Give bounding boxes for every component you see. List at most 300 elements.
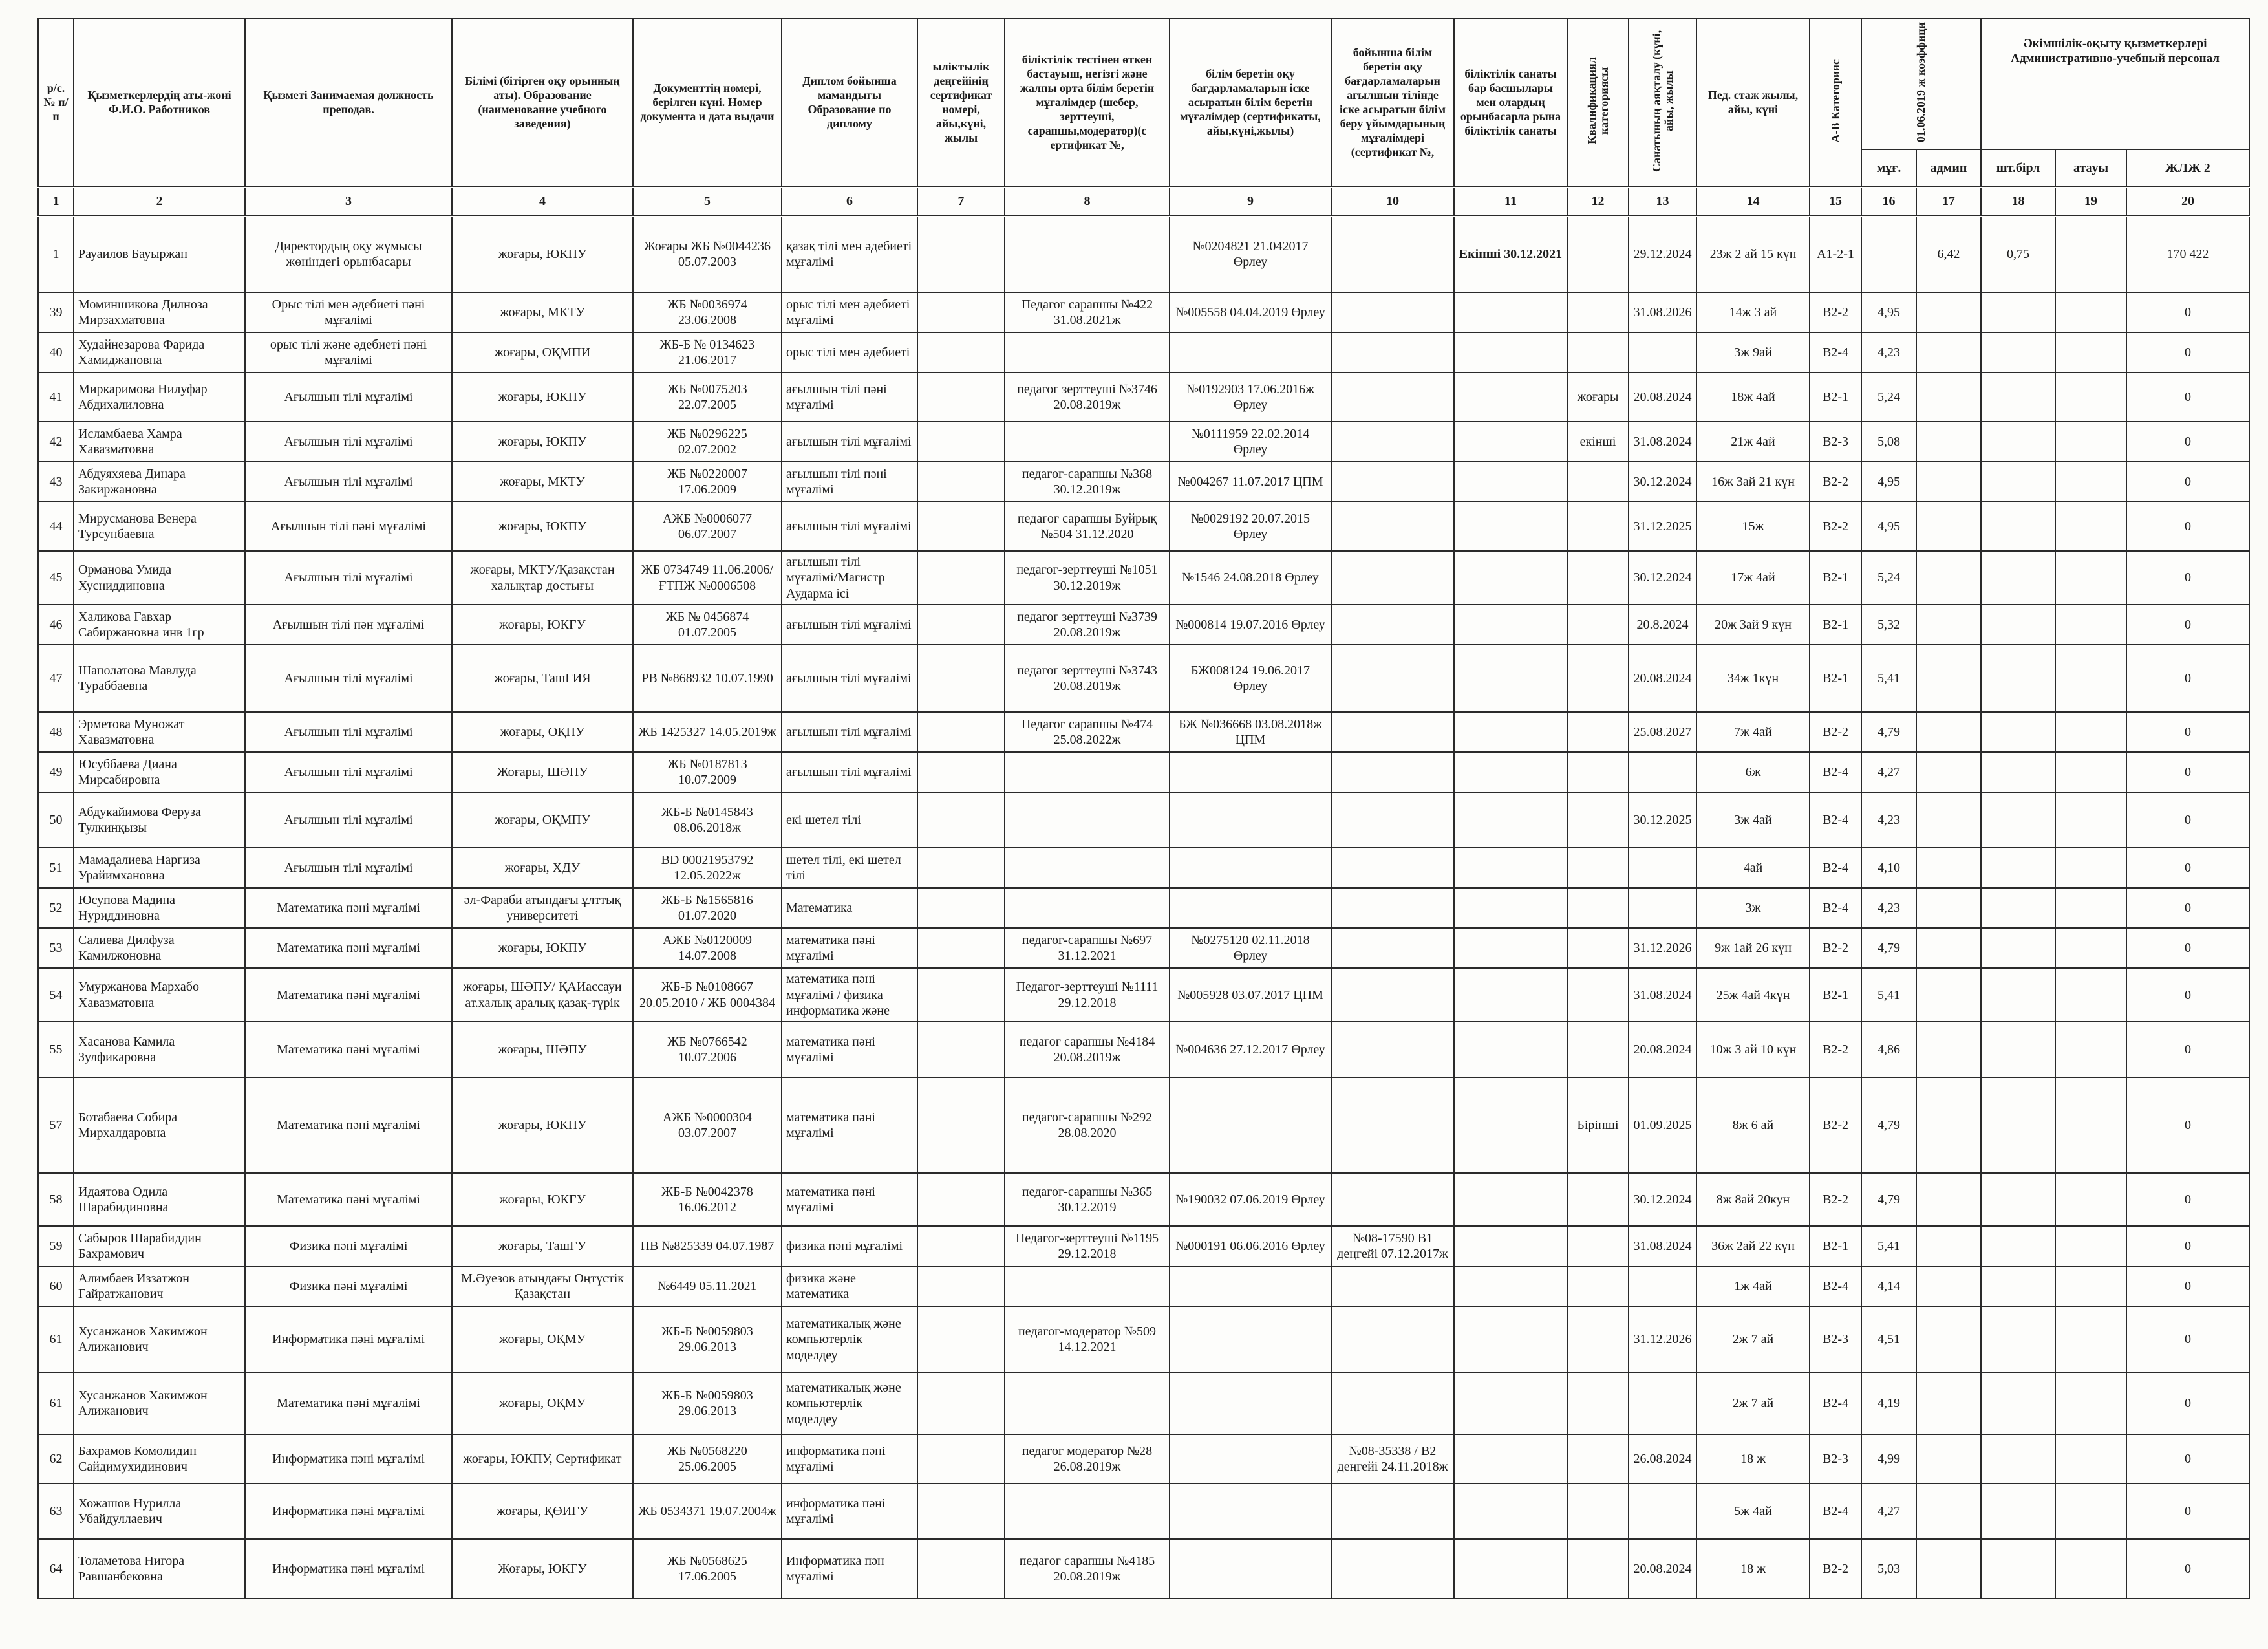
table-row [38, 216, 2249, 292]
cell-c7 [917, 422, 1005, 462]
cell-c17 [1916, 1022, 1981, 1077]
cell-c19 [2055, 712, 2126, 752]
table-row [38, 1022, 2249, 1077]
cell-c20: 0 [2126, 645, 2249, 712]
cell-c1: 62 [38, 1434, 74, 1483]
cell-c4: жоғары, МКТУ [452, 292, 633, 332]
table-row [38, 502, 2249, 551]
cell-c15: В2-3 [1810, 1306, 1861, 1372]
cell-c6: ағылшын тілі мұғалімі/Магистр Аударма ісі [782, 551, 917, 605]
cell-c16: 4,95 [1861, 292, 1916, 332]
cell-c20: 0 [2126, 1539, 2249, 1599]
cell-c17 [1916, 792, 1981, 848]
cell-c14: 36ж 2ай 22 күн [1696, 1226, 1810, 1266]
cell-c19 [2055, 1173, 2126, 1226]
cell-c9 [1170, 1266, 1331, 1306]
cell-c3: Ағылшын тілі пәні мұғалімі [245, 502, 452, 551]
cell-c8 [1005, 888, 1170, 928]
cell-c6: ағылшын тілі мұғалімі [782, 422, 917, 462]
cell-c16: 5,41 [1861, 645, 1916, 712]
cell-c5: ЖБ №0296225 02.07.2002 [633, 422, 782, 462]
column-number: 9 [1170, 187, 1331, 216]
cell-c19 [2055, 1483, 2126, 1539]
cell-c6: физика және математика [782, 1266, 917, 1306]
cell-c4: жоғары, ШӘПУ [452, 1022, 633, 1077]
cell-c5: ЖБ №0766542 10.07.2006 [633, 1022, 782, 1077]
cell-c9 [1170, 1372, 1331, 1434]
cell-c9: №005558 04.04.2019 Өрлеу [1170, 292, 1331, 332]
cell-c1: 42 [38, 422, 74, 462]
cell-c13: 30.12.2025 [1629, 792, 1696, 848]
cell-c7 [917, 1372, 1005, 1434]
table-row [38, 332, 2249, 372]
column-number: 14 [1696, 187, 1810, 216]
cell-c13: 20.08.2024 [1629, 645, 1696, 712]
cell-c2: Юсуббаева Диана Мирсабировна [74, 752, 245, 792]
column-number-row [38, 187, 2249, 216]
cell-c5: ЖБ-Б №0145843 08.06.2018ж [633, 792, 782, 848]
cell-c2: Салиева Дилфуза Камилжоновна [74, 928, 245, 968]
column-number: 19 [2055, 187, 2126, 216]
cell-c12 [1567, 551, 1629, 605]
cell-c7 [917, 216, 1005, 292]
cell-c17 [1916, 372, 1981, 422]
cell-c5: №6449 05.11.2021 [633, 1266, 782, 1306]
cell-c15: В2-3 [1810, 422, 1861, 462]
cell-c13: 31.12.2026 [1629, 1306, 1696, 1372]
cell-c14: 2ж 7 ай [1696, 1306, 1810, 1372]
cell-c11 [1454, 1173, 1567, 1226]
cell-c7 [917, 752, 1005, 792]
cell-c12 [1567, 605, 1629, 645]
cell-c2: Исламбаева Хамра Хавазматовна [74, 422, 245, 462]
cell-c2: Моминшикова Дилноза Мирзахматовна [74, 292, 245, 332]
cell-c16: 4,99 [1861, 1434, 1916, 1483]
cell-c19 [2055, 1266, 2126, 1306]
cell-c12 [1567, 888, 1629, 928]
table-row [38, 1226, 2249, 1266]
cell-c4: жоғары, МКТУ [452, 462, 633, 502]
cell-c11 [1454, 712, 1567, 752]
cell-c10 [1331, 968, 1454, 1022]
cell-c13: 20.08.2024 [1629, 1539, 1696, 1599]
cell-c9: №0275120 02.11.2018 Өрлеу [1170, 928, 1331, 968]
cell-c10 [1331, 928, 1454, 968]
cell-c9 [1170, 1434, 1331, 1483]
cell-c8: педагог зерттеуші №3743 20.08.2019ж [1005, 645, 1170, 712]
cell-c10 [1331, 502, 1454, 551]
cell-c10 [1331, 1173, 1454, 1226]
cell-c13: 31.08.2024 [1629, 422, 1696, 462]
cell-c11 [1454, 752, 1567, 792]
cell-c15: В2-4 [1810, 1372, 1861, 1434]
cell-c19 [2055, 1539, 2126, 1599]
cell-c5: ЖБ-Б №1565816 01.07.2020 [633, 888, 782, 928]
header-row-main [38, 19, 2249, 149]
cell-c10 [1331, 1539, 1454, 1599]
cell-c3: Ағылшын тілі мұғалімі [245, 752, 452, 792]
cell-c15: В2-1 [1810, 605, 1861, 645]
cell-c6: ағылшын тілі мұғалімі [782, 752, 917, 792]
cell-c15: В2-4 [1810, 332, 1861, 372]
cell-c15: В2-2 [1810, 712, 1861, 752]
cell-c16: 4,27 [1861, 1483, 1916, 1539]
cell-c13: 20.08.2024 [1629, 372, 1696, 422]
cell-c5: ЖБ №0075203 22.07.2005 [633, 372, 782, 422]
cell-c13 [1629, 1266, 1696, 1306]
cell-c14: 23ж 2 ай 15 күн [1696, 216, 1810, 292]
cell-c16: 4,19 [1861, 1372, 1916, 1434]
cell-c10 [1331, 551, 1454, 605]
cell-c7 [917, 1434, 1005, 1483]
col-header-level-certificate: ыліктылік деңгейінің сертификат номері, айы,күні, жылы [917, 19, 1005, 187]
cell-c12 [1567, 1539, 1629, 1599]
col-header-english-program-cert: бойынша білім беретін оқу бағдарламаларын ағылшын тілінде іске асыратын білім беру ұйымдарының мұғалімдері (сертификат №, [1331, 19, 1454, 187]
table-row [38, 752, 2249, 792]
cell-c2: Юсупова Мадина Нуриддиновна [74, 888, 245, 928]
cell-c20: 0 [2126, 1226, 2249, 1266]
cell-c8 [1005, 1372, 1170, 1434]
cell-c14: 6ж [1696, 752, 1810, 792]
column-number: 13 [1629, 187, 1696, 216]
cell-c5: ЖБ №0568220 25.06.2005 [633, 1434, 782, 1483]
cell-c9: №0111959 22.02.2014 Өрлеу [1170, 422, 1331, 462]
cell-c10: №08-17590 В1 деңгейі 07.12.2017ж [1331, 1226, 1454, 1266]
cell-c1: 50 [38, 792, 74, 848]
cell-c1: 51 [38, 848, 74, 888]
cell-c1: 61 [38, 1306, 74, 1372]
cell-c4: жоғары, ЮКПУ [452, 372, 633, 422]
table-row [38, 605, 2249, 645]
cell-c12 [1567, 792, 1629, 848]
cell-c6: математика пәні мұғалімі / физика информатика және [782, 968, 917, 1022]
col-header-document: Документтің номері, берілген күні. Номер документа и дата выдачи [633, 19, 782, 187]
cell-c17 [1916, 332, 1981, 372]
cell-c3: Математика пәні мұғалімі [245, 1022, 452, 1077]
cell-c11 [1454, 968, 1567, 1022]
cell-c5: ЖБ-Б №0059803 29.06.2013 [633, 1372, 782, 1434]
cell-c7 [917, 372, 1005, 422]
cell-c18 [1981, 1483, 2055, 1539]
cell-c12 [1567, 462, 1629, 502]
cell-c8: педагог-сарапшы №368 30.12.2019ж [1005, 462, 1170, 502]
cell-c3: Математика пәні мұғалімі [245, 1077, 452, 1173]
cell-c15: В2-2 [1810, 502, 1861, 551]
cell-c16: 5,24 [1861, 372, 1916, 422]
cell-c7 [917, 968, 1005, 1022]
cell-c12 [1567, 216, 1629, 292]
cell-c18 [1981, 928, 2055, 968]
cell-c17 [1916, 1539, 1981, 1599]
column-number: 20 [2126, 187, 2249, 216]
cell-c11 [1454, 372, 1567, 422]
cell-c7 [917, 792, 1005, 848]
cell-c19 [2055, 422, 2126, 462]
column-number: 12 [1567, 187, 1629, 216]
column-number: 17 [1916, 187, 1981, 216]
cell-c17 [1916, 712, 1981, 752]
cell-c9: БЖ №036668 03.08.2018ж ЦПМ [1170, 712, 1331, 752]
cell-c15: В2-4 [1810, 752, 1861, 792]
cell-c7 [917, 502, 1005, 551]
cell-c5: ЖБ №0187813 10.07.2009 [633, 752, 782, 792]
cell-c3: Математика пәні мұғалімі [245, 888, 452, 928]
col-header-admin-coef: админ [1916, 149, 1981, 187]
cell-c19 [2055, 645, 2126, 712]
cell-c1: 58 [38, 1173, 74, 1226]
cell-c12 [1567, 1483, 1629, 1539]
cell-c7 [917, 1306, 1005, 1372]
cell-c8: педагог-сарапшы №292 28.08.2020 [1005, 1077, 1170, 1173]
cell-c18 [1981, 792, 2055, 848]
cell-c8: педагог сарапшы №4185 20.08.2019ж [1005, 1539, 1170, 1599]
cell-c11 [1454, 1226, 1567, 1266]
cell-c20: 170 422 [2126, 216, 2249, 292]
cell-c15: В2-1 [1810, 968, 1861, 1022]
table-row [38, 1266, 2249, 1306]
cell-c15: В2-1 [1810, 645, 1861, 712]
cell-c6: орыс тілі мен әдебиеті мұғалімі [782, 292, 917, 332]
column-number: 6 [782, 187, 917, 216]
cell-c17 [1916, 752, 1981, 792]
cell-c10: №08-35338 / В2 деңгейі 24.11.2018ж [1331, 1434, 1454, 1483]
cell-c14: 3ж [1696, 888, 1810, 928]
cell-c20: 0 [2126, 1173, 2249, 1226]
cell-c14: 17ж 4ай [1696, 551, 1810, 605]
cell-c1: 55 [38, 1022, 74, 1077]
cell-c8: Педагог-зерттеуші №1111 29.12.2018 [1005, 968, 1170, 1022]
cell-c17 [1916, 1372, 1981, 1434]
cell-c3: Математика пәні мұғалімі [245, 1173, 452, 1226]
cell-c19 [2055, 1077, 2126, 1173]
cell-c20: 0 [2126, 1483, 2249, 1539]
table-row [38, 792, 2249, 848]
cell-c16: 4,79 [1861, 1173, 1916, 1226]
cell-c13: 31.08.2026 [1629, 292, 1696, 332]
col-header-diploma: Диплом бойынша мамандығы Образование по диплому [782, 19, 917, 187]
cell-c11 [1454, 462, 1567, 502]
cell-c9: №005928 03.07.2017 ЦПМ [1170, 968, 1331, 1022]
cell-c10 [1331, 216, 1454, 292]
cell-c8: педагог-сарапшы №365 30.12.2019 [1005, 1173, 1170, 1226]
cell-c4: жоғары, ОҚМПИ [452, 332, 633, 372]
cell-c16: 5,41 [1861, 1226, 1916, 1266]
cell-c10 [1331, 1077, 1454, 1173]
cell-c7 [917, 605, 1005, 645]
cell-c20: 0 [2126, 848, 2249, 888]
table-row [38, 1077, 2249, 1173]
cell-c6: ағылшын тілі пәні мұғалімі [782, 462, 917, 502]
cell-c9 [1170, 1539, 1331, 1599]
cell-c19 [2055, 502, 2126, 551]
cell-c1: 43 [38, 462, 74, 502]
table-row [38, 1483, 2249, 1539]
cell-c15: В2-1 [1810, 1226, 1861, 1266]
cell-c9 [1170, 1306, 1331, 1372]
cell-c1: 64 [38, 1539, 74, 1599]
cell-c3: Информатика пәні мұғалімі [245, 1539, 452, 1599]
cell-c10 [1331, 605, 1454, 645]
cell-c4: жоғары, ЮКПУ [452, 216, 633, 292]
cell-c5: ЖБ-Б №0108667 20.05.2010 / ЖБ 0004384 [633, 968, 782, 1022]
col-header-name: Қызметкерлердің аты-жөні Ф.И.О. Работников [74, 19, 245, 187]
cell-c1: 45 [38, 551, 74, 605]
cell-c20: 0 [2126, 1306, 2249, 1372]
cell-c1: 48 [38, 712, 74, 752]
cell-c20: 0 [2126, 968, 2249, 1022]
col-header-num: р/с.№ п/п [38, 19, 74, 187]
cell-c11: Екінші 30.12.2021 [1454, 216, 1567, 292]
cell-c10 [1331, 462, 1454, 502]
cell-c3: Математика пәні мұғалімі [245, 1372, 452, 1434]
cell-c7 [917, 332, 1005, 372]
cell-c2: Миркаримова Нилуфар Абдихалиловна [74, 372, 245, 422]
cell-c12 [1567, 1434, 1629, 1483]
cell-c3: Информатика пәні мұғалімі [245, 1434, 452, 1483]
col-header-leaders-category: біліктілік санаты бар басшылары мен олардың орынбасарла рына біліктілік санаты [1454, 19, 1567, 187]
cell-c15: В2-4 [1810, 792, 1861, 848]
cell-c13 [1629, 888, 1696, 928]
cell-c11 [1454, 292, 1567, 332]
cell-c19 [2055, 605, 2126, 645]
cell-c6: ағылшын тілі мұғалімі [782, 502, 917, 551]
cell-c19 [2055, 462, 2126, 502]
cell-c19 [2055, 372, 2126, 422]
col-header-qual-test: біліктілік тестінен өткен бастауыш, негізгі және жалпы орта білім беретін мұғалімдер (шебер, зерттеуші, сарапшы,модератор)(с ертификат №, [1005, 19, 1170, 187]
col-header-position: Қызметі Занимаемая должность преподав. [245, 19, 452, 187]
cell-c1: 39 [38, 292, 74, 332]
cell-c19 [2055, 928, 2126, 968]
cell-c9 [1170, 1483, 1331, 1539]
column-number: 3 [245, 187, 452, 216]
cell-c5: ЖБ №0568625 17.06.2005 [633, 1539, 782, 1599]
col-header-teacher-coef: мұғ. [1861, 149, 1916, 187]
cell-c13 [1629, 332, 1696, 372]
cell-c3: Директордың оқу жұмысы жөніндегі орынбасары [245, 216, 452, 292]
cell-c13: 31.08.2024 [1629, 1226, 1696, 1266]
cell-c13 [1629, 1372, 1696, 1434]
table-row [38, 1434, 2249, 1483]
col-header-staff-units: шт.бірл [1981, 149, 2055, 187]
cell-c17 [1916, 848, 1981, 888]
column-number: 7 [917, 187, 1005, 216]
cell-c3: Ағылшын тілі мұғалімі [245, 422, 452, 462]
cell-c20: 0 [2126, 1266, 2249, 1306]
cell-c19 [2055, 1226, 2126, 1266]
cell-c8: педагог-сарапшы №697 31.12.2021 [1005, 928, 1170, 968]
vertical-label: А-В Категорияс [1828, 59, 1842, 143]
cell-c18 [1981, 1266, 2055, 1306]
cell-c15: В2-4 [1810, 848, 1861, 888]
cell-c7 [917, 1266, 1005, 1306]
cell-c19 [2055, 1434, 2126, 1483]
cell-c9: №1546 24.08.2018 Өрлеу [1170, 551, 1331, 605]
cell-c9: №000814 19.07.2016 Өрлеу [1170, 605, 1331, 645]
cell-c17 [1916, 462, 1981, 502]
cell-c9: №004636 27.12.2017 Өрлеу [1170, 1022, 1331, 1077]
cell-c20: 0 [2126, 888, 2249, 928]
cell-c13: 30.12.2024 [1629, 551, 1696, 605]
cell-c20: 0 [2126, 422, 2249, 462]
cell-c12: Бірінші [1567, 1077, 1629, 1173]
cell-c11 [1454, 848, 1567, 888]
cell-c16: 4,23 [1861, 888, 1916, 928]
cell-c6: шетел тілі, екі шетел тілі [782, 848, 917, 888]
cell-c13 [1629, 1483, 1696, 1539]
cell-c17 [1916, 605, 1981, 645]
cell-c18 [1981, 1226, 2055, 1266]
cell-c16: 4,95 [1861, 462, 1916, 502]
cell-c14: 8ж 8ай 20кун [1696, 1173, 1810, 1226]
cell-c8 [1005, 1266, 1170, 1306]
cell-c14: 3ж 9ай [1696, 332, 1810, 372]
cell-c14: 20ж 3ай 9 күн [1696, 605, 1810, 645]
cell-c2: Рауаилов Бауыржан [74, 216, 245, 292]
cell-c9: №190032 07.06.2019 Өрлеу [1170, 1173, 1331, 1226]
cell-c14: 25ж 4ай 4күн [1696, 968, 1810, 1022]
cell-c15: В2-1 [1810, 551, 1861, 605]
cell-c2: Халикова Гавхар Сабиржановна инв 1гр [74, 605, 245, 645]
cell-c11 [1454, 502, 1567, 551]
cell-c11 [1454, 1372, 1567, 1434]
cell-c16: 4,27 [1861, 752, 1916, 792]
column-number: 1 [38, 187, 74, 216]
cell-c9: №0204821 21.042017 Өрлеу [1170, 216, 1331, 292]
cell-c3: Ағылшын тілі мұғалімі [245, 792, 452, 848]
cell-c1: 52 [38, 888, 74, 928]
cell-c13: 20.8.2024 [1629, 605, 1696, 645]
cell-c5: Жоғары ЖБ №0044236 05.07.2003 [633, 216, 782, 292]
cell-c14: 1ж 4ай [1696, 1266, 1810, 1306]
cell-c2: Мирусманова Венера Турсунбаевна [74, 502, 245, 551]
cell-c18 [1981, 462, 2055, 502]
cell-c1: 41 [38, 372, 74, 422]
cell-c8: Педагог сарапшы №422 31.08.2021ж [1005, 292, 1170, 332]
staff-table [37, 18, 2250, 1599]
cell-c3: Ағылшын тілі мұғалімі [245, 372, 452, 422]
cell-c14: 4ай [1696, 848, 1810, 888]
cell-c9 [1170, 1077, 1331, 1173]
cell-c17 [1916, 1077, 1981, 1173]
cell-c1: 53 [38, 928, 74, 968]
cell-c15: В2-2 [1810, 1022, 1861, 1077]
cell-c3: Математика пәні мұғалімі [245, 928, 452, 968]
cell-c11 [1454, 928, 1567, 968]
cell-c5: ЖБ 0534371 19.07.2004ж [633, 1483, 782, 1539]
cell-c13 [1629, 752, 1696, 792]
cell-c6: математика пәні мұғалімі [782, 1077, 917, 1173]
cell-c6: математика пәні мұғалімі [782, 1173, 917, 1226]
cell-c20: 0 [2126, 605, 2249, 645]
cell-c1: 44 [38, 502, 74, 551]
cell-c17 [1916, 968, 1981, 1022]
cell-c4: жоғары, ОҚПУ [452, 712, 633, 752]
cell-c16: 5,24 [1861, 551, 1916, 605]
table-row [38, 462, 2249, 502]
cell-c20: 0 [2126, 712, 2249, 752]
cell-c17 [1916, 551, 1981, 605]
cell-c19 [2055, 216, 2126, 292]
cell-c15: В2-4 [1810, 1266, 1861, 1306]
cell-c5: ЖБ №0036974 23.06.2008 [633, 292, 782, 332]
cell-c16: 5,32 [1861, 605, 1916, 645]
cell-c8 [1005, 848, 1170, 888]
cell-c4: жоғары, ОҚМУ [452, 1372, 633, 1434]
cell-c3: Математика пәні мұғалімі [245, 968, 452, 1022]
cell-c18 [1981, 605, 2055, 645]
cell-c5: ЖБ 1425327 14.05.2019ж [633, 712, 782, 752]
col-header-edu-program-cert: білім беретін оқу бағдарламаларын іске асыратын білім беретін мұғалімдер (сертификаты, айы,күні,жылы) [1170, 19, 1331, 187]
